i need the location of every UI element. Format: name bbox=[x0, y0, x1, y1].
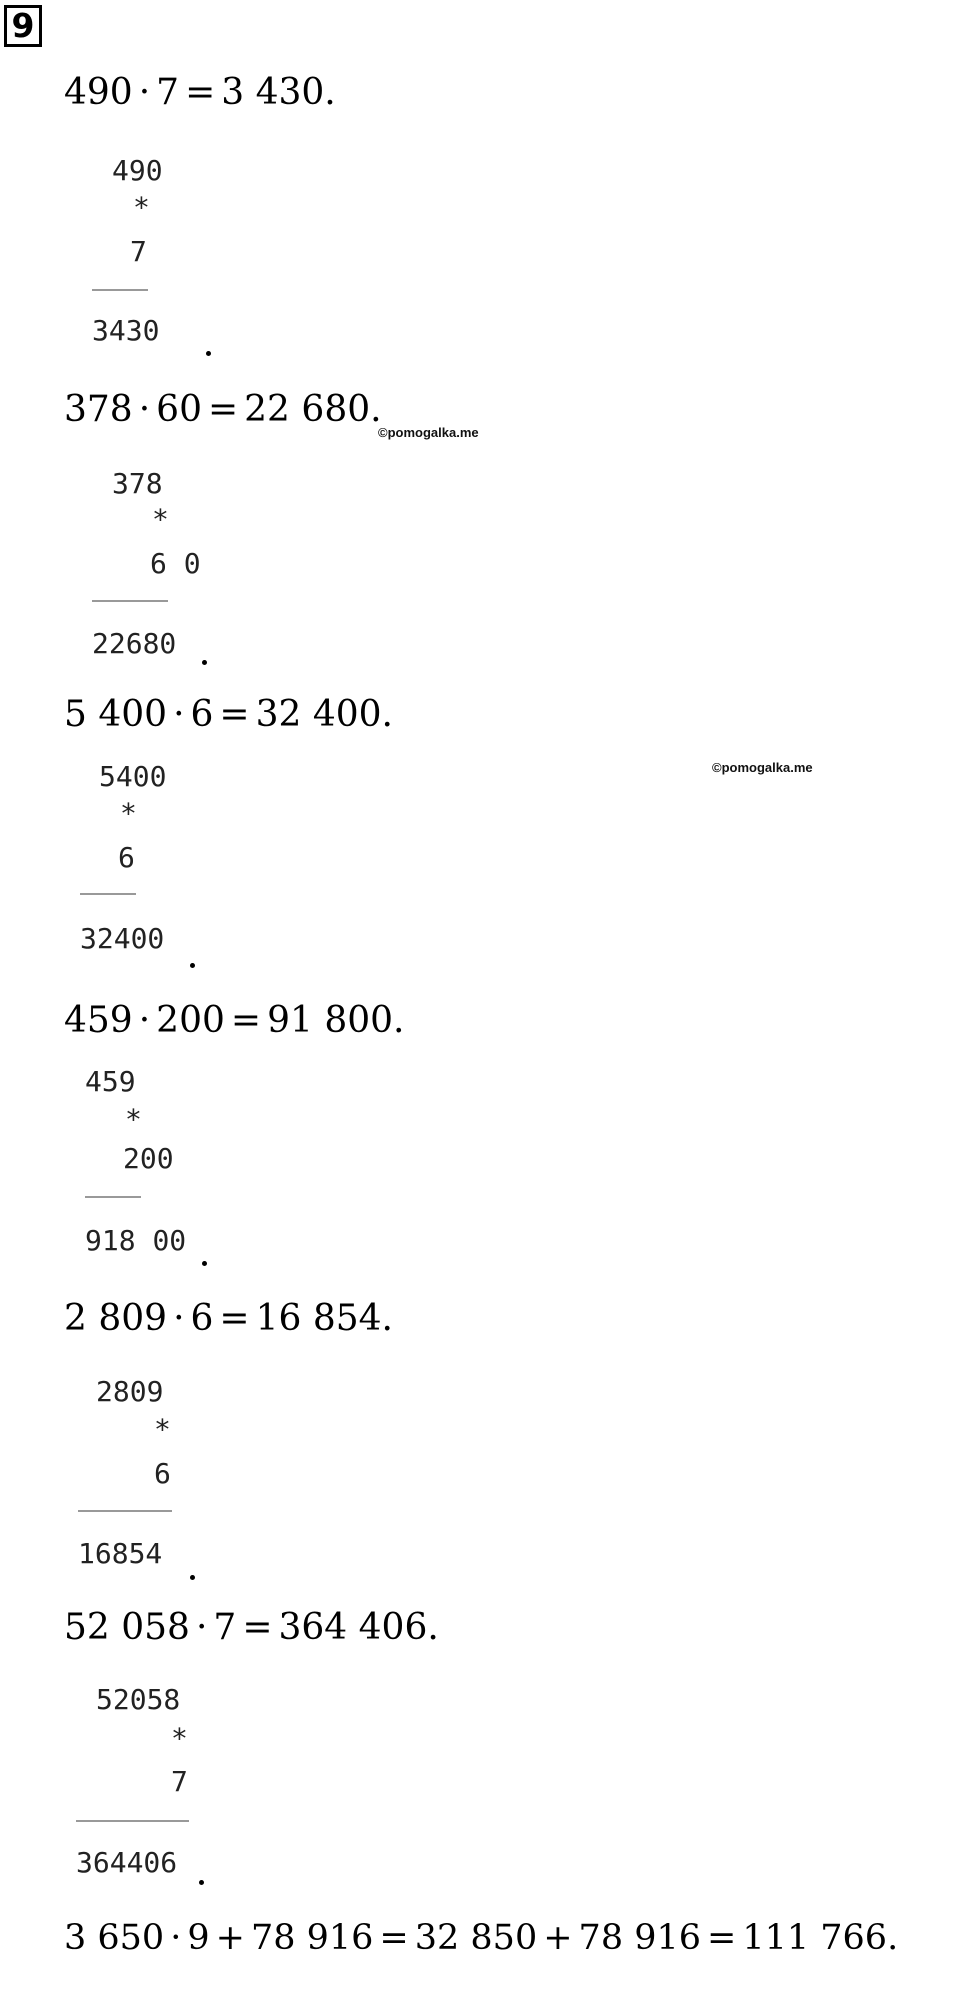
column-rule bbox=[92, 600, 168, 602]
equation-1: 490 · 7 = 3 430. bbox=[64, 72, 336, 113]
column-top: 378 bbox=[112, 467, 163, 500]
watermark: ©pomogalka.me bbox=[378, 425, 479, 440]
equation-2: 378 · 60 = 22 680. bbox=[64, 389, 382, 430]
column-result: 918 00 bbox=[85, 1224, 187, 1257]
column-operator: * bbox=[154, 1413, 171, 1446]
column-result: 32400 bbox=[80, 922, 165, 955]
task-number-badge: 9 bbox=[4, 5, 42, 47]
column-result: 16854 bbox=[78, 1537, 163, 1570]
column-operator: * bbox=[171, 1722, 188, 1755]
column-rule bbox=[85, 1196, 141, 1198]
final-expression: 3 650 · 9 + 78 916 = 32 850 + 78 916 = 111 766. bbox=[64, 1918, 899, 1958]
period-dot bbox=[190, 1575, 195, 1580]
column-rule bbox=[92, 289, 148, 291]
equation-5: 2 809 · 6 = 16 854. bbox=[64, 1298, 394, 1339]
period-dot bbox=[202, 1261, 207, 1266]
column-top: 52058 bbox=[96, 1683, 181, 1716]
column-top: 459 bbox=[85, 1065, 136, 1098]
column-rule bbox=[80, 893, 136, 895]
column-rule bbox=[78, 1510, 172, 1512]
column-multiplier: 6 0 bbox=[150, 547, 201, 580]
period-dot bbox=[199, 1880, 204, 1885]
equation-4: 459 · 200 = 91 800. bbox=[64, 1000, 405, 1041]
column-result: 22680 bbox=[92, 627, 177, 660]
column-operator: * bbox=[133, 191, 150, 224]
column-top: 5400 bbox=[99, 760, 167, 793]
column-result: 3430 bbox=[92, 314, 160, 347]
factor-1: 490 bbox=[64, 72, 133, 113]
column-operator: * bbox=[125, 1103, 142, 1136]
column-multiplier: 200 bbox=[123, 1142, 174, 1175]
period-dot bbox=[190, 963, 195, 968]
column-operator: * bbox=[120, 797, 137, 830]
column-multiplier: 7 bbox=[130, 235, 147, 268]
column-result: 364406 bbox=[76, 1846, 178, 1879]
column-top: 2809 bbox=[96, 1375, 164, 1408]
column-multiplier: 6 bbox=[154, 1457, 171, 1490]
column-rule bbox=[76, 1820, 189, 1822]
period-dot bbox=[202, 660, 207, 665]
column-top: 490 bbox=[112, 154, 163, 187]
factor-2: 7 bbox=[156, 72, 180, 113]
period-dot bbox=[206, 351, 211, 356]
column-multiplier: 7 bbox=[171, 1765, 188, 1798]
equation-3: 5 400 · 6 = 32 400. bbox=[64, 694, 394, 735]
product: 3 430. bbox=[221, 72, 336, 113]
watermark: ©pomogalka.me bbox=[712, 760, 813, 775]
column-multiplier: 6 bbox=[118, 841, 135, 874]
equation-6: 52 058 · 7 = 364 406. bbox=[64, 1607, 439, 1648]
column-operator: * bbox=[152, 503, 169, 536]
